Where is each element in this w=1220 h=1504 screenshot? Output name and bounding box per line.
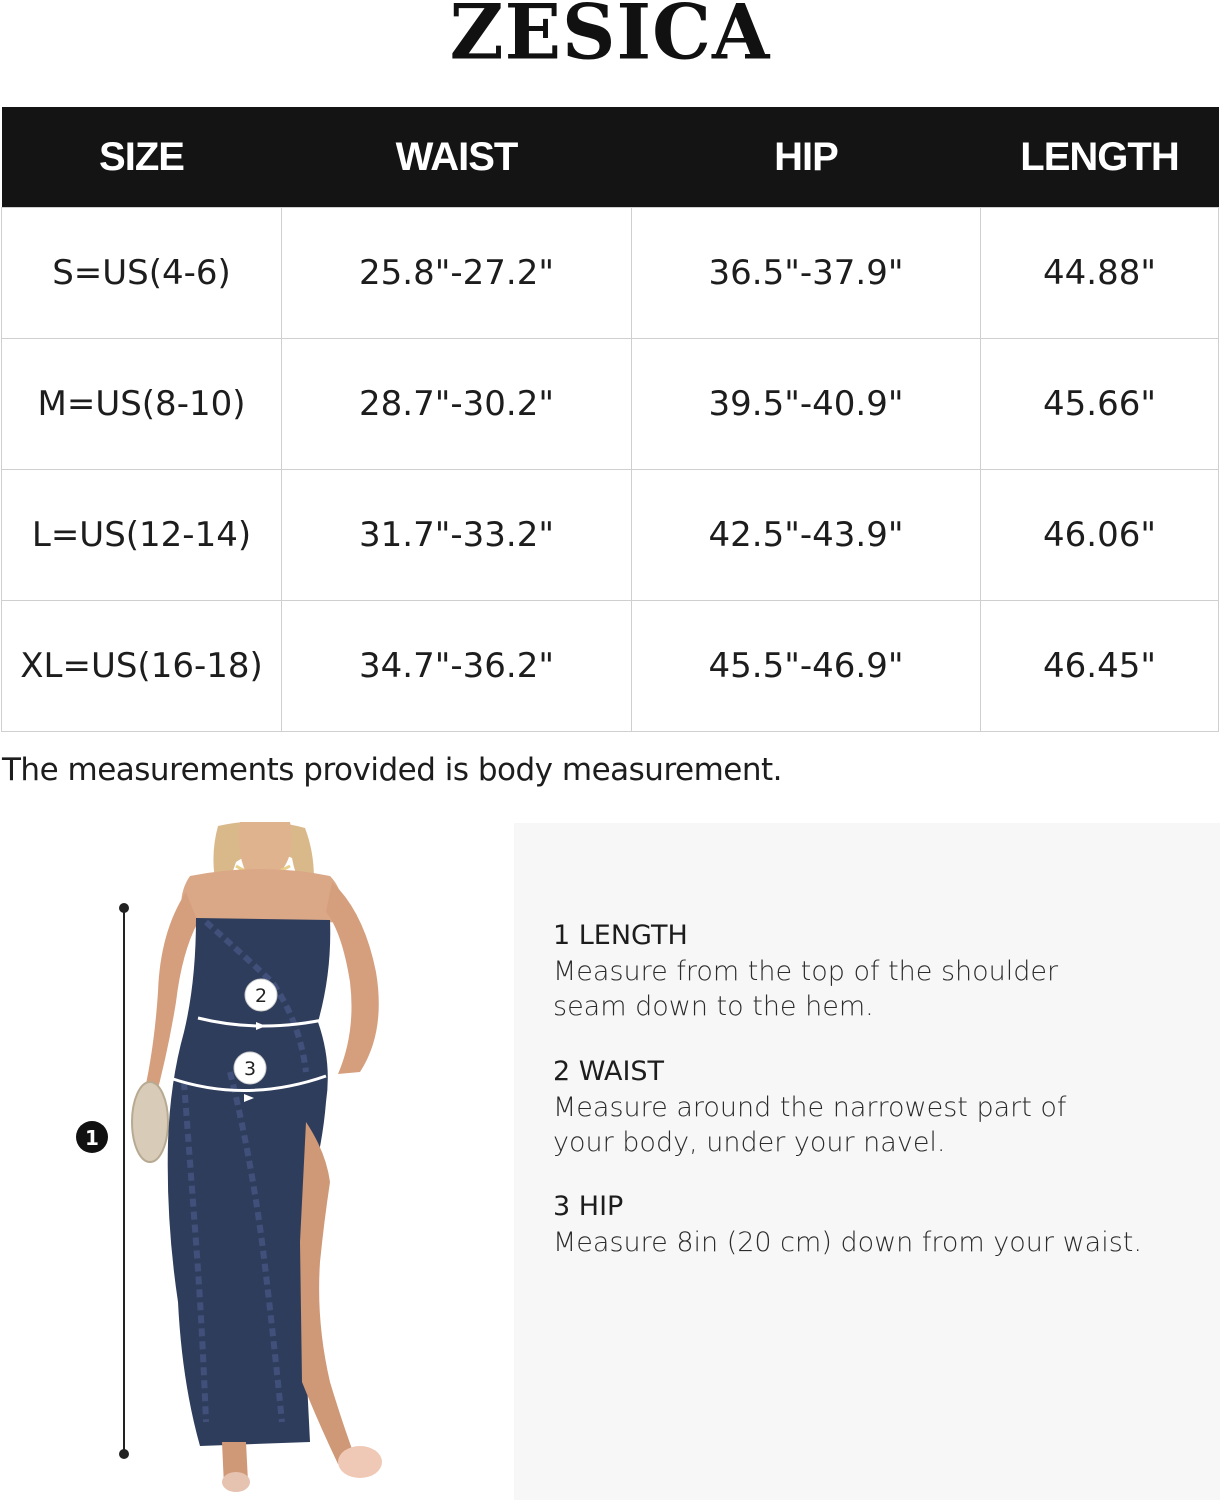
guide-title: 2 WAIST [553,1056,665,1087]
marker-3-label: 3 [243,1058,257,1080]
header-waist: WAIST [282,107,632,208]
dress-illustration [0,822,510,1500]
guide-desc: seam down to the hem. [553,991,874,1022]
table-header-row [2,107,1219,208]
length-bottom-dot [119,1449,129,1459]
guide-title: 3 HIP [553,1191,624,1222]
guide-hip [553,1189,1193,1260]
right-arm-shape [326,882,379,1074]
header-size: SIZE [2,107,282,208]
cell-waist: 34.7"-36.2" [282,601,632,732]
cell-length: 45.66" [981,339,1219,470]
marker-1-label: 1 [85,1126,99,1150]
length-top-dot [119,903,129,913]
table-row [2,339,1219,470]
guide-desc: your body, under your navel. [553,1127,946,1158]
guide-waist [553,1054,1193,1160]
brand-logo: ZESICA [449,0,771,77]
marker-2-label: 2 [254,985,268,1007]
cell-hip: 36.5"-37.9" [632,208,981,339]
table-row [2,208,1219,339]
clutch-bag-shape [132,1082,168,1162]
measurement-guide [514,823,1220,1500]
cell-waist: 28.7"-30.2" [282,339,632,470]
guide-desc: Measure around the narrowest part of [553,1092,1067,1123]
cell-size: XL=US(16-18) [2,601,282,732]
guide-desc: Measure from the top of the shoulder [553,956,1059,987]
header-hip: HIP [632,107,981,208]
shoulders-shape [181,869,343,926]
cell-size: L=US(12-14) [2,470,282,601]
cell-size: S=US(4-6) [2,208,282,339]
model-figure [0,822,510,1500]
header-length: LENGTH [981,107,1219,208]
right-shoe-rose-shape [338,1446,382,1478]
cell-hip: 45.5"-46.9" [632,601,981,732]
cell-length: 46.06" [981,470,1219,601]
table-row [2,601,1219,732]
table-row [2,470,1219,601]
cell-size: M=US(8-10) [2,339,282,470]
guide-length [553,918,1193,1024]
cell-length: 46.45" [981,601,1219,732]
left-shoe-shape [222,1472,250,1492]
cell-waist: 31.7"-33.2" [282,470,632,601]
size-chart-table [1,107,1219,732]
cell-waist: 25.8"-27.2" [282,208,632,339]
guide-desc: Measure 8in (20 cm) down from your waist. [553,1227,1142,1258]
measurement-note: The measurements provided is body measurement. [2,752,783,788]
cell-hip: 42.5"-43.9" [632,470,981,601]
guide-title: 1 LENGTH [553,920,688,951]
cell-hip: 39.5"-40.9" [632,339,981,470]
cell-length: 44.88" [981,208,1219,339]
